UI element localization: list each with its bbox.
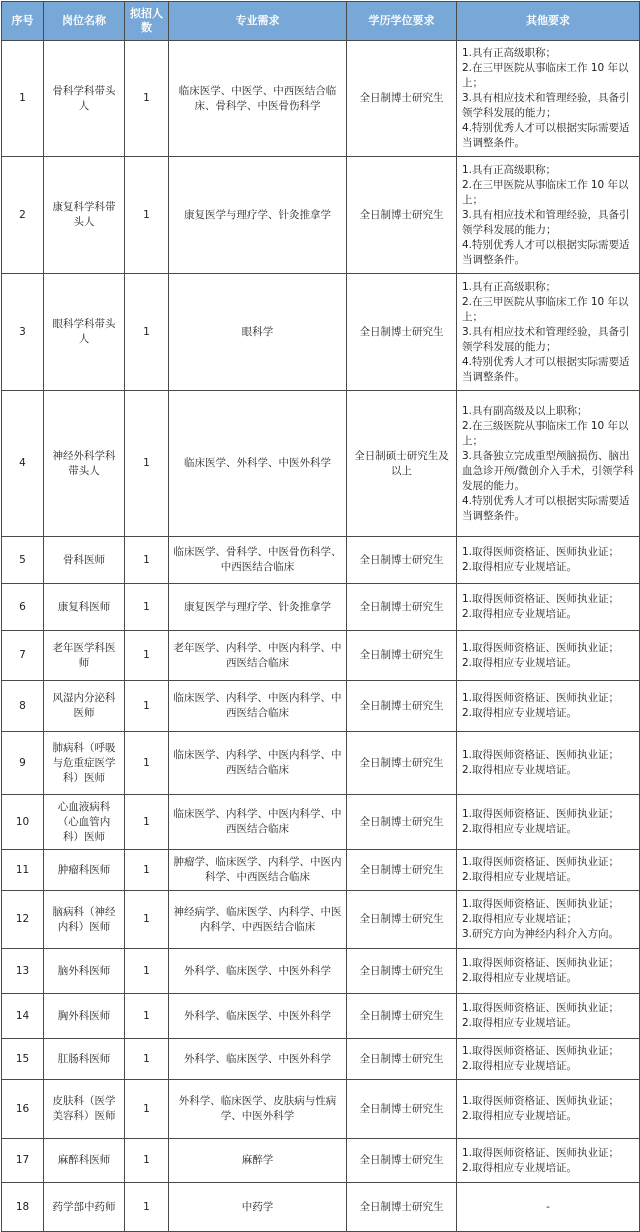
degree-requirement: 全日制博士研究生: [347, 157, 457, 274]
major-requirement: 康复医学与理疗学、针灸推拿学: [169, 584, 347, 631]
degree-requirement: 全日制博士研究生: [347, 1080, 457, 1139]
requirement-line: 2.在三甲医院从事临床工作 10 年以上；: [462, 62, 629, 89]
other-requirements: [457, 584, 640, 631]
requirement-line: 1.取得医师资格证、医师执业证；: [462, 898, 620, 910]
other-requirements: [457, 732, 640, 795]
row-number: 12: [2, 891, 44, 949]
major-requirement: 康复医学与理疗学、针灸推拿学: [169, 157, 347, 274]
requirement-line: 2.取得相应专业规培证。: [462, 1110, 578, 1122]
requirement-line: 2.取得相应专业规培证。: [462, 561, 578, 573]
headcount: 1: [125, 1080, 169, 1139]
major-requirement: 肿瘤学、临床医学、内科学、中医内科学、中西医结合临床: [169, 850, 347, 891]
table-row: [2, 1183, 640, 1232]
headcount: 1: [125, 795, 169, 850]
requirement-line: 1.取得医师资格证、医师执业证；: [462, 808, 620, 820]
row-number: 8: [2, 681, 44, 732]
headcount: 1: [125, 274, 169, 391]
major-requirement: 临床医学、骨科学、中医骨伤科学、中西医结合临床: [169, 537, 347, 584]
post-name: 肺病科（呼吸与危重症医学科）医师: [44, 732, 125, 795]
requirement-line: 2.在三甲医院从事临床工作 10 年以上；: [462, 178, 629, 206]
degree-requirement: 全日制博士研究生: [347, 1183, 457, 1232]
row-number: 4: [2, 391, 44, 537]
other-requirements: [457, 391, 640, 537]
post-name: 脑病科（神经内科）医师: [44, 891, 125, 949]
post-name: 心血液病科（心血管内科）医师: [44, 795, 125, 850]
table-row: [2, 584, 640, 631]
major-requirement: 外科学、临床医学、中医外科学: [169, 949, 347, 994]
requirement-line: 2.取得相应专业规培证。: [462, 972, 578, 984]
post-name: 胸外科医师: [44, 994, 125, 1039]
other-requirements: [457, 949, 640, 994]
headcount: 1: [125, 681, 169, 732]
post-name: 老年医学科医师: [44, 631, 125, 681]
table-row: [2, 681, 640, 732]
degree-requirement: 全日制博士研究生: [347, 1039, 457, 1080]
table-row: [2, 1080, 640, 1139]
requirement-line: 3.具有相应技术和管理经验，具备引领学科发展的能力；: [462, 325, 630, 353]
degree-requirement: 全日制博士研究生: [347, 994, 457, 1039]
requirement-line: 1.具有正高级职称；: [462, 47, 557, 59]
requirement-line: 2.取得相应专业规培证。: [462, 764, 578, 776]
post-name: 脑外科医师: [44, 949, 125, 994]
requirement-line: 3.研究方向为神经内科介入方向。: [462, 928, 620, 940]
headcount: 1: [125, 157, 169, 274]
other-requirements: [457, 274, 640, 391]
headcount: 1: [125, 391, 169, 537]
degree-requirement: 全日制博士研究生: [347, 41, 457, 157]
post-name: 骨科学科带头人: [44, 41, 125, 157]
requirement-line: 2.取得相应专业规培证。: [462, 707, 578, 719]
row-number: 13: [2, 949, 44, 994]
requirement-line: 4.特别优秀人才可以根据实际需要适当调整条件。: [462, 238, 630, 266]
row-number: 17: [2, 1139, 44, 1183]
requirement-line: 2.取得相应专业规培证。: [462, 871, 578, 883]
other-requirements: [457, 41, 640, 157]
table-row: [2, 391, 640, 537]
degree-requirement: 全日制博士研究生: [347, 631, 457, 681]
table-row: [2, 1139, 640, 1183]
requirement-line: 1.取得医师资格证、医师执业证；: [462, 546, 620, 558]
table-row: [2, 1039, 640, 1080]
post-name: 皮肤科（医学美容科）医师: [44, 1080, 125, 1139]
post-name: 药学部中药师: [44, 1183, 125, 1232]
requirement-line: 1.具有正高级职称；: [462, 280, 557, 293]
row-number: 10: [2, 795, 44, 850]
row-number: 15: [2, 1039, 44, 1080]
row-number: 14: [2, 994, 44, 1039]
requirement-line: 2.取得相应专业规培证。: [462, 823, 578, 835]
requirement-line: 2.在三级医院从事临床工作 10 年以上；: [462, 419, 629, 447]
table-row: [2, 850, 640, 891]
table-row: [2, 274, 640, 391]
post-name: 眼科学科带头人: [44, 274, 125, 391]
headcount: 1: [125, 584, 169, 631]
other-requirements: [457, 537, 640, 584]
headcount: 1: [125, 631, 169, 681]
requirement-line: 3.具有相应技术和管理经验，具备引领学科发展的能力；: [462, 92, 630, 119]
other-requirements: [457, 631, 640, 681]
requirement-line: 2.取得相应专业规培证。: [462, 656, 578, 669]
degree-requirement: 全日制博士研究生: [347, 537, 457, 584]
table-row: [2, 949, 640, 994]
row-number: 2: [2, 157, 44, 274]
requirement-line: 4.特别优秀人才可以根据实际需要适当调整条件。: [462, 494, 630, 522]
post-name: 骨科医师: [44, 537, 125, 584]
other-requirements: [457, 850, 640, 891]
headcount: 1: [125, 1183, 169, 1232]
requirement-line: 2.在三甲医院从事临床工作 10 年以上；: [462, 295, 629, 323]
requirement-line: 1.取得医师资格证、医师执业证；: [462, 856, 620, 868]
header-row: [2, 2, 640, 41]
post-name: 康复科医师: [44, 584, 125, 631]
requirement-line: 3.具有相应技术和管理经验，具备引领学科发展的能力；: [462, 208, 630, 236]
post-name: 肛肠科医师: [44, 1039, 125, 1080]
row-number: 7: [2, 631, 44, 681]
table-row: [2, 732, 640, 795]
other-requirements: [457, 1039, 640, 1080]
degree-requirement: 全日制博士研究生: [347, 732, 457, 795]
table-body: [2, 41, 640, 1232]
table-row: [2, 157, 640, 274]
headcount: 1: [125, 537, 169, 584]
headcount: 1: [125, 891, 169, 949]
requirement-line: -: [546, 1200, 550, 1213]
requirement-line: 2.取得相应专业规培证。: [462, 1060, 578, 1072]
requirement-line: 1.取得医师资格证、医师执业证；: [462, 692, 620, 704]
row-number: 5: [2, 537, 44, 584]
col-header-count: 拟招人数: [125, 2, 169, 41]
degree-requirement: 全日制博士研究生: [347, 681, 457, 732]
requirement-line: 2.取得相应专业规培证。: [462, 608, 578, 620]
row-number: 1: [2, 41, 44, 157]
row-number: 3: [2, 274, 44, 391]
col-header-requirements: 其他要求: [457, 2, 640, 41]
post-name: 康复科学科带头人: [44, 157, 125, 274]
recruitment-table: [1, 1, 640, 1232]
major-requirement: 临床医学、内科学、中医内科学、中西医结合临床: [169, 732, 347, 795]
requirement-line: 4.特别优秀人才可以根据实际需要适当调整条件。: [462, 355, 630, 383]
row-number: 11: [2, 850, 44, 891]
major-requirement: 外科学、临床医学、中医外科学: [169, 994, 347, 1039]
major-requirement: 临床医学、外科学、中医外科学: [169, 391, 347, 537]
requirement-line: 1.取得医师资格证、医师执业证；: [462, 1146, 620, 1159]
headcount: 1: [125, 850, 169, 891]
other-requirements: [457, 795, 640, 850]
post-name: 风湿内分泌科医师: [44, 681, 125, 732]
requirement-line: 1.取得医师资格证、医师执业证；: [462, 957, 620, 969]
row-number: 9: [2, 732, 44, 795]
degree-requirement: 全日制硕士研究生及以上: [347, 391, 457, 537]
other-requirements: [457, 1080, 640, 1139]
other-requirements: [457, 1139, 640, 1183]
degree-requirement: 全日制博士研究生: [347, 850, 457, 891]
table-row: [2, 795, 640, 850]
col-header-degree: 学历学位要求: [347, 2, 457, 41]
requirement-line: 1.取得医师资格证、医师执业证；: [462, 749, 620, 761]
major-requirement: 外科学、临床医学、皮肤病与性病学、中医外科学: [169, 1080, 347, 1139]
requirement-line: 2.取得相应专业规培证。: [462, 1017, 578, 1029]
col-header-no: 序号: [2, 2, 44, 41]
table-row: [2, 891, 640, 949]
headcount: 1: [125, 994, 169, 1039]
row-number: 6: [2, 584, 44, 631]
degree-requirement: 全日制博士研究生: [347, 1139, 457, 1183]
headcount: 1: [125, 732, 169, 795]
headcount: 1: [125, 41, 169, 157]
requirement-line: 4.特别优秀人才可以根据实际需要适当调整条件。: [462, 122, 630, 149]
requirement-line: 3.具备独立完成重型颅脑损伤、脑出血急诊开颅/微创介入手术，引领学科发展的能力。: [462, 449, 634, 492]
degree-requirement: 全日制博士研究生: [347, 274, 457, 391]
requirement-line: 1.具有正高级职称；: [462, 163, 557, 176]
requirement-line: 1.取得医师资格证、医师执业证；: [462, 1095, 620, 1107]
requirement-line: 1.取得医师资格证、医师执业证；: [462, 1002, 620, 1014]
other-requirements: [457, 891, 640, 949]
major-requirement: 临床医学、中医学、中西医结合临床、骨科学、中医骨伤科学: [169, 41, 347, 157]
major-requirement: 外科学、临床医学、中医外科学: [169, 1039, 347, 1080]
headcount: 1: [125, 1139, 169, 1183]
major-requirement: 临床医学、内科学、中医内科学、中西医结合临床: [169, 681, 347, 732]
headcount: 1: [125, 1039, 169, 1080]
requirement-line: 1.取得医师资格证、医师执业证；: [462, 1045, 620, 1057]
post-name: 肿瘤科医师: [44, 850, 125, 891]
other-requirements: [457, 681, 640, 732]
table-row: [2, 631, 640, 681]
col-header-major: 专业需求: [169, 2, 347, 41]
requirement-line: 1.具有副高级及以上职称；: [462, 404, 588, 417]
major-requirement: 中药学: [169, 1183, 347, 1232]
other-requirements: [457, 994, 640, 1039]
major-requirement: 麻醉学: [169, 1139, 347, 1183]
degree-requirement: 全日制博士研究生: [347, 795, 457, 850]
table-row: [2, 537, 640, 584]
post-name: 麻醉科医师: [44, 1139, 125, 1183]
requirement-line: 2.取得相应专业规培证；: [462, 913, 578, 925]
headcount: 1: [125, 949, 169, 994]
other-requirements: [457, 157, 640, 274]
degree-requirement: 全日制博士研究生: [347, 949, 457, 994]
degree-requirement: 全日制博士研究生: [347, 891, 457, 949]
row-number: 18: [2, 1183, 44, 1232]
major-requirement: 神经病学、临床医学、内科学、中医内科学、中西医结合临床: [169, 891, 347, 949]
major-requirement: 临床医学、内科学、中医内科学、中西医结合临床: [169, 795, 347, 850]
row-number: 16: [2, 1080, 44, 1139]
table-row: [2, 41, 640, 157]
other-requirements: [457, 1183, 640, 1232]
requirement-line: 1.取得医师资格证、医师执业证；: [462, 593, 620, 605]
requirement-line: 1.取得医师资格证、医师执业证；: [462, 641, 620, 654]
post-name: 神经外科学科带头人: [44, 391, 125, 537]
requirement-line: 2.取得相应专业规培证。: [462, 1161, 578, 1174]
degree-requirement: 全日制博士研究生: [347, 584, 457, 631]
major-requirement: 眼科学: [169, 274, 347, 391]
col-header-post: 岗位名称: [44, 2, 125, 41]
table-row: [2, 994, 640, 1039]
major-requirement: 老年医学、内科学、中医内科学、中西医结合临床: [169, 631, 347, 681]
